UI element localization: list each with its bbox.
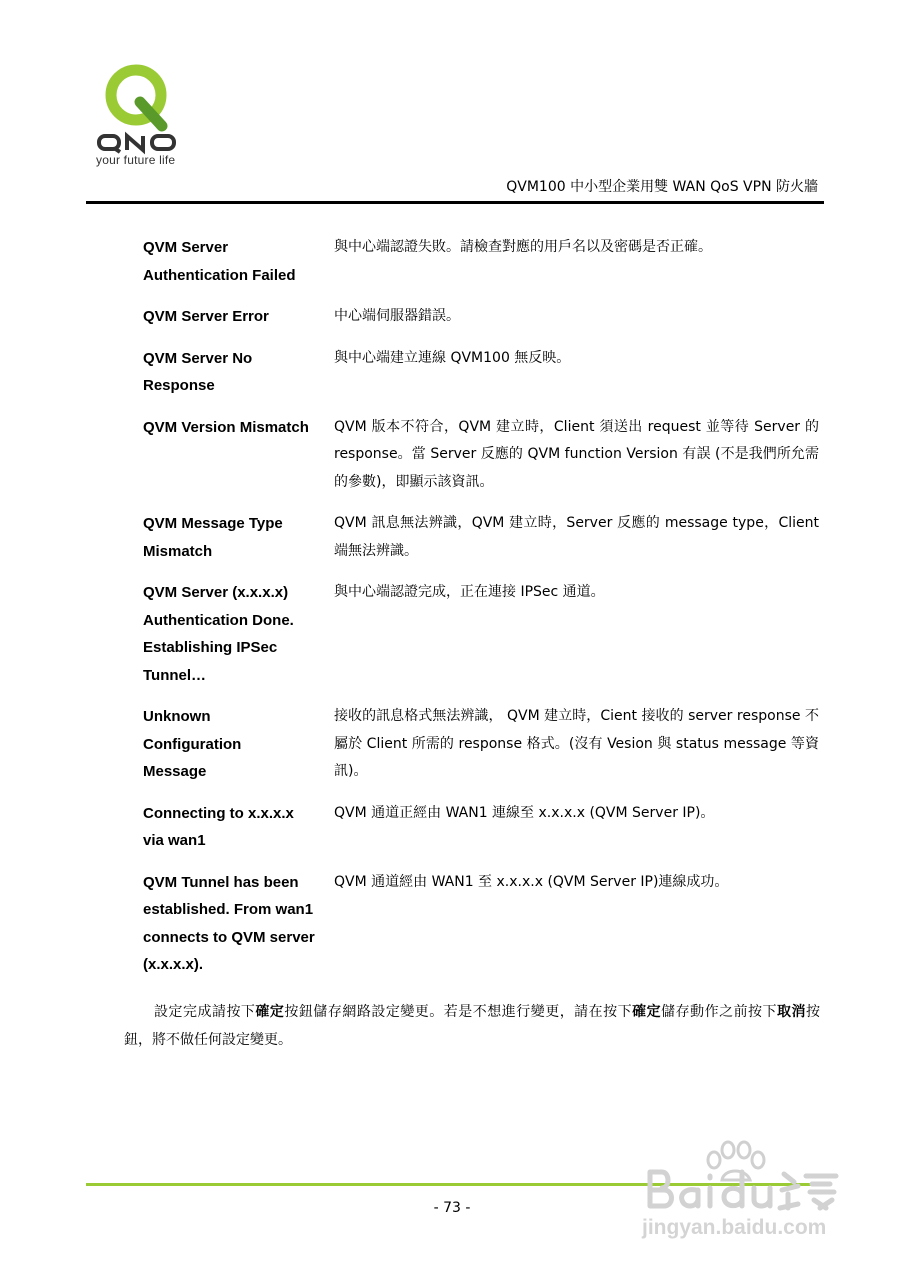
message-term: QVM Server (x.x.x.x) Authentication Done. Establishing IPSec Tunnel… [143,584,294,684]
message-term: QVM Server No Response [143,349,253,394]
qno-wordmark-icon [99,136,174,152]
message-entry [143,869,819,979]
message-description: 與中心端建立連線 QVM100 無反映。 [334,349,571,366]
message-term: Unknown Configuration Message [143,708,242,780]
document-title: QVM100 中小型企業用雙 WAN QoS VPN 防火牆 [506,179,818,195]
baidu-jingyan-logo-icon [644,1164,844,1214]
message-term: QVM Message Type Mismatch [143,515,283,560]
message-entry [143,800,819,855]
message-description: QVM 版本不符合，QVM 建立時，Client 須送出 request 並等待 Server 的 response。當 Server 反應的 QVM function Version 有誤 (不是我們所允需的參數)，即顯示該資訊。 [334,418,819,490]
page-number: - 73 - [433,1200,471,1216]
header-divider [86,201,824,204]
message-description: QVM 訊息無法辨識，QVM 建立時，Server 反應的 message type，Client 端無法辨識。 [334,515,819,559]
message-description: QVM 通道經由 WAN1 至 x.x.x.x (QVM Server IP)連線成功。 [334,873,729,890]
message-term: Connecting to x.x.x.x via wan1 [143,804,294,849]
message-term: QVM Tunnel has been established. From wan1 connects to QVM server (x.x.x.x). [143,873,315,973]
message-entry [143,579,819,689]
message-entry [143,303,819,331]
message-description: 中心端伺服器錯誤。 [334,308,460,324]
message-term: QVM Server Error [143,308,269,325]
ok-keyword: 確定 [255,1004,285,1020]
message-entry [143,414,819,497]
cancel-keyword: 取消 [777,1004,807,1020]
message-entry [143,510,819,565]
message-description: 與中心端認證完成，正在連接 IPSec 通道。 [334,584,605,600]
message-term: QVM Server Authentication Failed [143,239,296,284]
baidu-watermark [640,1138,860,1248]
message-term: QVM Version Mismatch [143,418,309,436]
message-description: QVM 通道正經由 WAN1 連線至 x.x.x.x (QVM Server IP)。 [334,804,715,821]
message-entry [143,703,819,786]
summary-text: 按鈕，將不做任何設定變更。 [124,1004,821,1048]
message-entry [143,345,819,400]
q-ring-icon [111,70,162,126]
summary-text: 按鈕儲存網路設定變更。若是不想進行變更，請在按下 [284,1004,633,1020]
ok-keyword: 確定 [632,1004,662,1020]
summary-paragraph [124,998,820,1054]
message-entry [143,234,819,289]
logo-tagline: your future life [96,153,176,167]
watermark-url: jingyan.baidu.com [642,1216,827,1239]
message-description: 與中心端認證失敗。請檢查對應的用戶名以及密碼是否正確。 [334,239,712,255]
message-list [143,234,819,993]
summary-text: 儲存動作之前按下 [661,1004,778,1020]
message-description: 接收的訊息格式無法辨識， QVM 建立時，Cient 接收的 server response 不屬於 Client 所需的 response 格式。(沒有 Vesion 與 status message 等資訊)。 [334,708,819,779]
summary-text: 設定完成請按下 [154,1004,256,1020]
